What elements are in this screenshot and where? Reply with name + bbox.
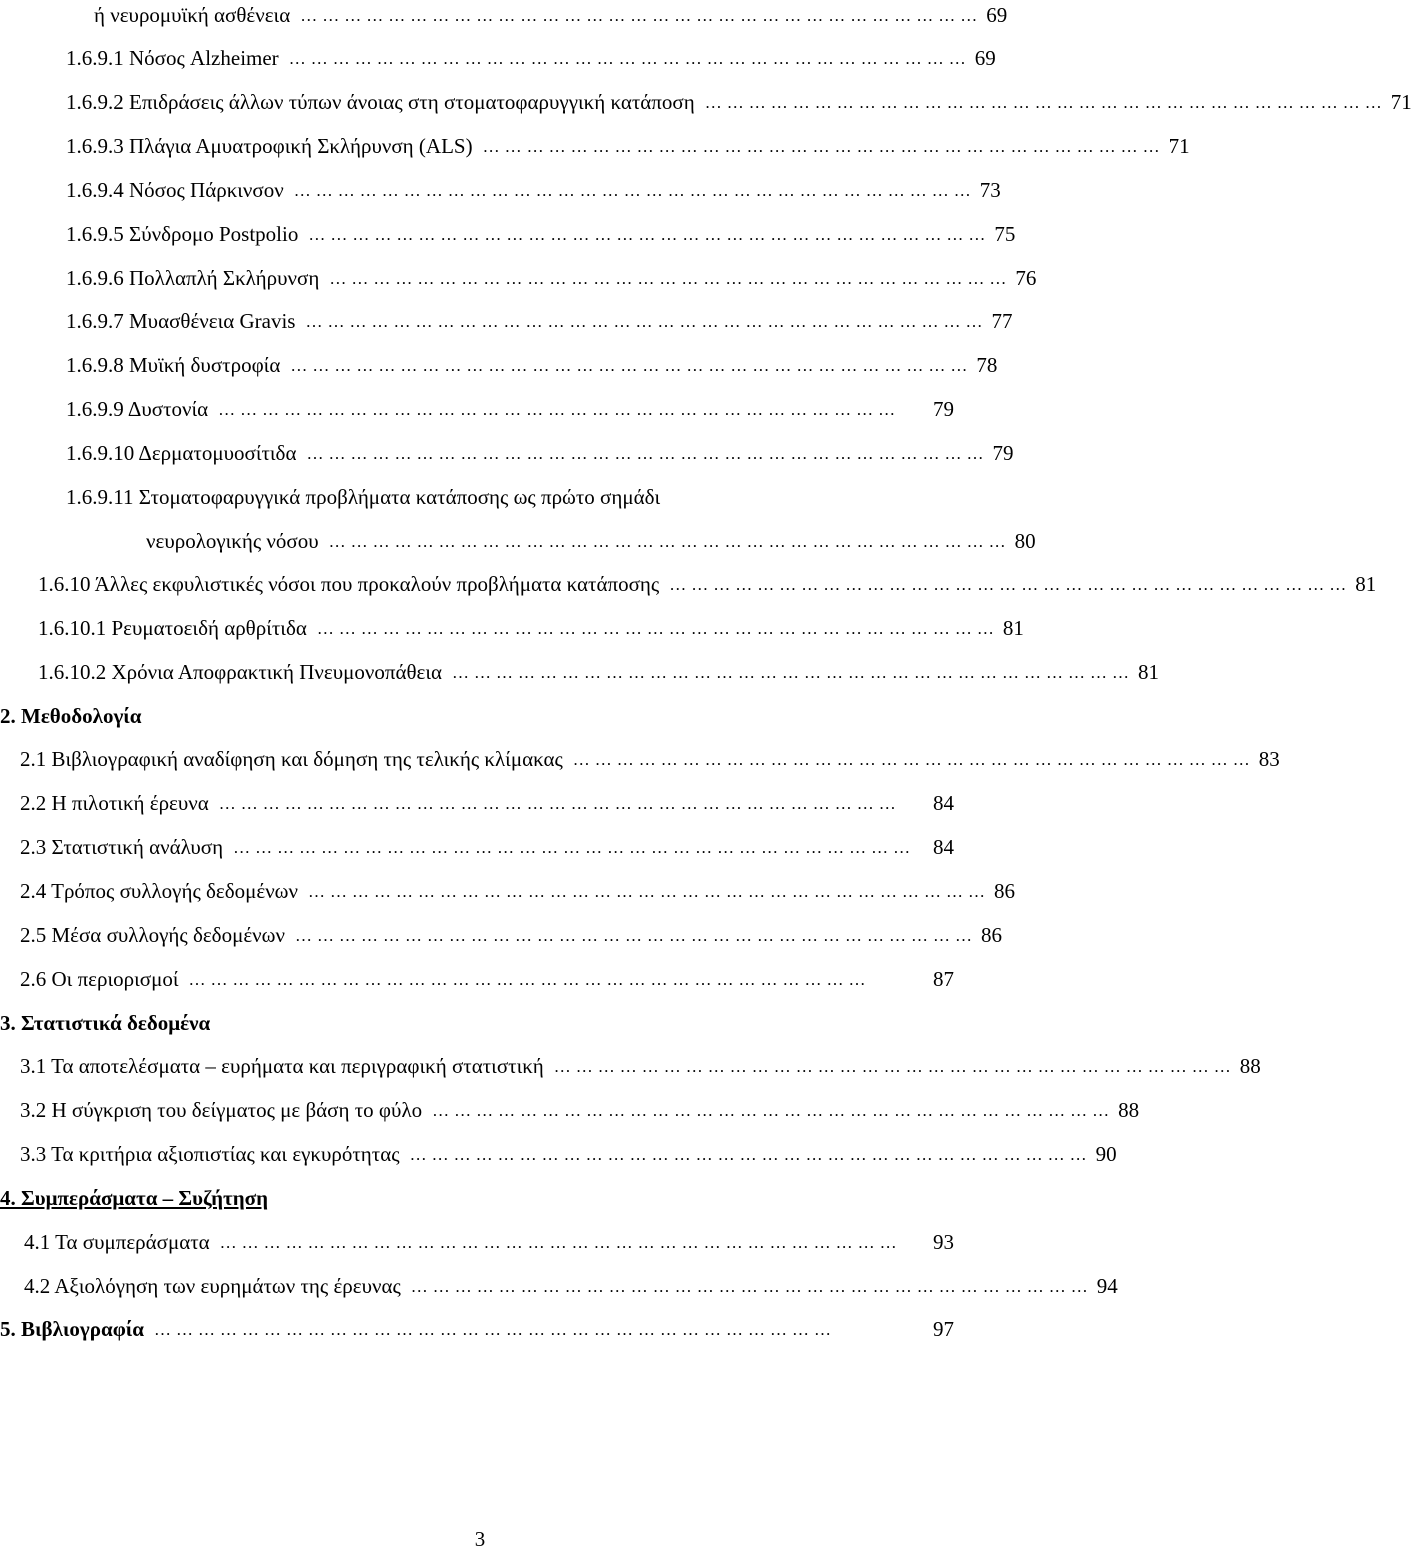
toc-entry-page: 77 xyxy=(991,309,1013,333)
toc-leader-dots: ………………………………………………………………………………… xyxy=(329,269,1012,288)
toc-leader-dots: ………………………………………………………………………………… xyxy=(288,49,971,68)
toc-entry-page: 75 xyxy=(994,222,1016,246)
toc-entry-page: 71 xyxy=(1168,134,1190,158)
toc-leader-dots: ………………………………………………………………………………… xyxy=(669,575,1352,594)
toc-leader-dots: ………………………………………………………………………………… xyxy=(409,1145,1092,1164)
toc-entry-page: 84 xyxy=(933,835,954,859)
toc-entry xyxy=(94,0,1008,30)
toc-entry-page: 94 xyxy=(1096,1274,1118,1298)
toc-leader-dots: ………………………………………………………………………………… xyxy=(293,181,976,200)
toc-entry xyxy=(66,306,1013,336)
toc-leader-dots: ………………………………………………………………………………… xyxy=(290,356,973,375)
toc-leader-dots: ………………………………………………………………………………… xyxy=(432,1101,1115,1120)
toc-leader-dots: ………………………………………………………………………………… xyxy=(188,970,871,989)
toc-entry-title: 1.6.9.10 Δερματομυοσίτιδα xyxy=(66,441,297,465)
toc-entry xyxy=(20,1139,1117,1169)
toc-entry xyxy=(38,657,1160,687)
toc-entry-title: 4.2 Αξιολόγηση των ευρημάτων της έρευνας xyxy=(24,1274,401,1298)
toc-entry-page: 90 xyxy=(1095,1142,1117,1166)
toc-entry-title: 3.1 Τα αποτελέσματα – ευρήματα και περιγραφική στατιστική xyxy=(20,1054,544,1078)
toc-entry-page: 73 xyxy=(979,178,1001,202)
toc-leader-dots: ………………………………………………………………………………… xyxy=(572,750,1255,769)
toc-leader-dots: ………………………………………………………………………………… xyxy=(218,400,901,419)
toc-heading-text: 3. Στατιστικά δεδομένα xyxy=(0,1011,211,1035)
toc-entry-title: 2.6 Οι περιορισμοί xyxy=(20,967,179,991)
toc-entry-page: 69 xyxy=(974,46,996,70)
toc-entry xyxy=(24,1227,954,1257)
toc-entry-page: 79 xyxy=(992,441,1014,465)
toc-entry-page: 86 xyxy=(980,923,1002,947)
toc-leader-dots: ………………………………………………………………………………… xyxy=(294,926,977,945)
toc-entry-page: 69 xyxy=(986,3,1008,27)
toc-entry-page: 78 xyxy=(976,353,998,377)
toc-entry-title: 2.2 Η πιλοτική έρευνα xyxy=(20,791,209,815)
toc-leader-dots: ………………………………………………………………………………… xyxy=(300,6,983,25)
toc-entry-page: 81 xyxy=(1138,660,1160,684)
toc-leader-dots: ………………………………………………………………………………… xyxy=(218,794,901,813)
toc-section-heading xyxy=(0,1008,210,1038)
toc-entry xyxy=(66,350,998,380)
toc-entry-title: νευρολογικής νόσου xyxy=(146,529,319,553)
toc-entry-title: 5. Βιβλιογραφία xyxy=(0,1317,145,1341)
toc-leader-dots: ………………………………………………………………………………… xyxy=(410,1277,1093,1296)
toc-entry xyxy=(66,131,1190,161)
toc-entry xyxy=(38,569,1377,599)
toc-leader-dots: ………………………………………………………………………………… xyxy=(553,1057,1236,1076)
toc-entry xyxy=(20,1095,1140,1125)
toc-entry-page: 97 xyxy=(933,1317,954,1341)
toc-entry-title: 1.6.10 Άλλες εκφυλιστικές νόσοι που προκαλούν προβλήματα κατάποσης xyxy=(38,572,660,596)
toc-entry-page: 83 xyxy=(1258,747,1280,771)
toc-entry-page: 86 xyxy=(994,879,1016,903)
toc-entry-page: 93 xyxy=(933,1230,954,1254)
toc-entry-title: 1.6.10.2 Χρόνια Αποφρακτική Πνευμονοπάθεια xyxy=(38,660,443,684)
toc-entry-title: 2.3 Στατιστική ανάλυση xyxy=(20,835,224,859)
toc-entry-title: 1.6.9.4 Νόσος Πάρκινσον xyxy=(66,178,284,202)
toc-entry-page: 80 xyxy=(1014,529,1036,553)
toc-entry xyxy=(66,87,1412,117)
toc-heading-text: 2. Μεθοδολογία xyxy=(0,704,142,728)
toc-entry xyxy=(20,832,954,862)
toc-entry-title: 1.6.9.2 Επιδράσεις άλλων τύπων άνοιας στη στοματοφαρυγγική κατάποση xyxy=(66,90,695,114)
toc-entry-title: 2.4 Τρόπος συλλογής δεδομένων xyxy=(20,879,299,903)
toc-entry-title: 2.1 Βιβλιογραφική αναδίφηση και δόμηση της τελικής κλίμακας xyxy=(20,747,563,771)
toc-entry-title: 1.6.9.6 Πολλαπλή Σκλήρυνση xyxy=(66,266,320,290)
toc-entry-page: 84 xyxy=(933,791,954,815)
toc-leader-dots: ………………………………………………………………………………… xyxy=(306,444,989,463)
toc-section-heading xyxy=(0,1183,268,1213)
toc-entry-page: 71 xyxy=(1390,90,1412,114)
toc-entry-page: 87 xyxy=(933,967,954,991)
toc-entry xyxy=(66,482,954,512)
toc-entry-title: 1.6.9.9 Δυστονία xyxy=(66,397,209,421)
toc-entry-page: 88 xyxy=(1118,1098,1140,1122)
toc-leader-dots: ………………………………………………………………………………… xyxy=(233,838,916,857)
toc-entry xyxy=(38,613,1024,643)
toc-entry xyxy=(20,744,1280,774)
toc-heading-text: 4. Συμπεράσματα – Συζήτηση xyxy=(0,1186,268,1210)
toc-entry xyxy=(20,788,954,818)
toc-entry-title: 1.6.9.3 Πλάγια Αμυατροφική Σκλήρυνση (ALS) xyxy=(66,134,473,158)
toc-leader-dots: ………………………………………………………………………………… xyxy=(328,532,1011,551)
toc-leader-dots: ………………………………………………………………………………… xyxy=(308,225,991,244)
toc-section-heading xyxy=(0,701,142,731)
toc-leader-dots: ………………………………………………………………………………… xyxy=(452,663,1135,682)
toc-entry-page: 88 xyxy=(1239,1054,1261,1078)
toc-entry-title: ή νευρομυϊκή ασθένεια xyxy=(94,3,291,27)
toc-entry-title: 3.3 Τα κριτήρια αξιοπιστίας και εγκυρότητας xyxy=(20,1142,400,1166)
toc-entry-title: 4.1 Τα συμπεράσματα xyxy=(24,1230,210,1254)
toc-entry-page: 81 xyxy=(1355,572,1377,596)
toc-entry xyxy=(66,438,1014,468)
toc-entry xyxy=(66,263,1037,293)
toc-entry-page: 76 xyxy=(1015,266,1037,290)
page-number: 3 xyxy=(474,1527,486,1551)
toc-entry-title: 1.6.9.5 Σύνδρομο Postpolio xyxy=(66,222,299,246)
toc-entry xyxy=(20,964,954,994)
toc-entry xyxy=(24,1271,1118,1301)
toc-entry xyxy=(20,1051,1261,1081)
toc-leader-dots: ………………………………………………………………………………… xyxy=(482,137,1165,156)
toc-entry xyxy=(20,876,1016,906)
toc-entry xyxy=(146,526,1036,556)
toc-entry-title: 3.2 Η σύγκριση του δείγματος με βάση το φύλο xyxy=(20,1098,423,1122)
toc-entry xyxy=(0,1314,954,1344)
toc-entry-title: 1.6.9.1 Νόσος Alzheimer xyxy=(66,46,279,70)
toc-leader-dots: ………………………………………………………………………………… xyxy=(316,619,999,638)
toc-entry-title: 1.6.10.1 Ρευματοειδή αρθρίτιδα xyxy=(38,616,307,640)
toc-entry xyxy=(66,394,954,424)
toc-leader-dots: ………………………………………………………………………………… xyxy=(219,1233,902,1252)
toc-entry-title: 1.6.9.7 Μυασθένεια Gravis xyxy=(66,309,296,333)
toc-leader-dots: ………………………………………………………………………………… xyxy=(308,882,991,901)
toc-leader-dots: ………………………………………………………………………………… xyxy=(305,312,988,331)
toc-entry-page: 79 xyxy=(933,397,954,421)
toc-entry-page: 81 xyxy=(1002,616,1024,640)
toc-entry-title: 1.6.9.8 Μυϊκή δυστροφία xyxy=(66,353,281,377)
toc-entry xyxy=(20,920,1002,950)
toc-entry-title: 2.5 Μέσα συλλογής δεδομένων xyxy=(20,923,285,947)
toc-leader-dots: ………………………………………………………………………………… xyxy=(704,93,1387,112)
toc-entry xyxy=(66,219,1016,249)
toc-leader-dots: ………………………………………………………………………………… xyxy=(154,1320,837,1339)
toc-entry xyxy=(66,43,996,73)
toc-entry xyxy=(66,175,1001,205)
toc-entry-title: 1.6.9.11 Στοματοφαρυγγικά προβλήματα κατάποσης ως πρώτο σημάδι xyxy=(66,485,661,509)
